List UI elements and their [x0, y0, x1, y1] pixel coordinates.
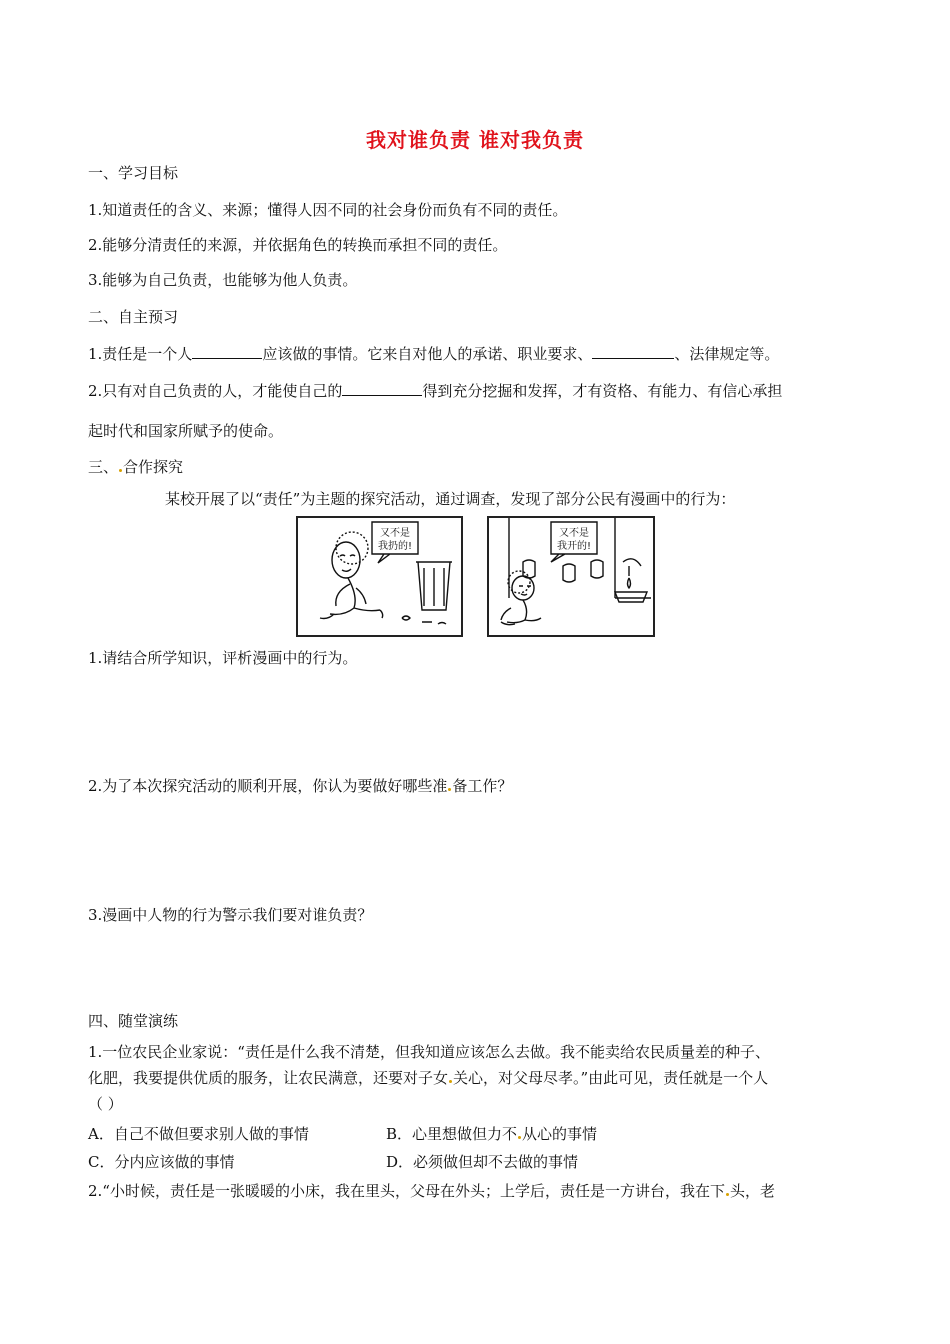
- inquiry-intro: 某校开展了以“责任”为主题的探究活动，通过调查，发现了部分公民有漫画中的行为：: [165, 490, 736, 508]
- emphasis-dot: [119, 469, 122, 472]
- section-3-heading-text: 合作探究: [123, 458, 184, 476]
- inquiry-q2-text-a: 2.为了本次探究活动的顺利开展，你认为要做好哪些准: [88, 777, 448, 795]
- fill-blank-2[interactable]: [592, 343, 674, 359]
- comic2-body: [501, 600, 541, 625]
- comic1-body: [320, 578, 383, 619]
- section-1-heading: 一、学习目标: [88, 164, 179, 182]
- practice-q1-line-2: [88, 1068, 768, 1088]
- preview-q1-text-b: 应该做的事情。它来自对他人的承诺、职业要求、: [262, 345, 593, 363]
- comic-panel-faucet: [487, 516, 655, 637]
- practice-q1-text-a: 化肥，我要提供优质的服务，让农民满意，还要对子女: [88, 1069, 449, 1087]
- comic-faucet-drawing: [489, 518, 653, 635]
- option-d[interactable]: D．必须做但却不去做的事情: [386, 1153, 579, 1171]
- preview-q1-text-c: 、法律规定等。: [674, 345, 780, 363]
- comic2-faucet: [623, 559, 641, 588]
- section-3-heading-num: 三、: [88, 458, 119, 476]
- comic-panel-litter: [296, 516, 463, 637]
- emphasis-dot: [448, 788, 451, 791]
- comic2-bubble-line-2: 我开的!: [556, 541, 592, 552]
- objective-1: 1.知道责任的含义、来源；懂得人因不同的社会身份而负有不同的责任。: [88, 201, 568, 219]
- comic2-urinals: [523, 560, 603, 582]
- preview-question-1: [88, 343, 779, 364]
- emphasis-dot: [726, 1193, 729, 1196]
- option-c[interactable]: C．分内应该做的事情: [88, 1153, 235, 1171]
- preview-question-2: [88, 380, 782, 401]
- option-b[interactable]: [386, 1124, 597, 1144]
- section-2-heading: 二、自主预习: [88, 308, 179, 326]
- comic2-bubble-line-1: 又不是: [559, 528, 589, 539]
- title-part-1: 我对谁负责: [366, 128, 472, 152]
- emphasis-dot: [449, 1080, 452, 1083]
- comic2-head: [512, 576, 534, 600]
- practice-q2-text-b: 头，老: [729, 1182, 775, 1200]
- preview-q1-text-a: 1.责任是一个人: [88, 345, 193, 363]
- page-title: [0, 124, 950, 153]
- practice-q2-text-a: 2.“小时候，责任是一张暖暖的小床，我在里头，父母在外头；上学后，责任是一方讲台，我在下: [88, 1182, 725, 1200]
- inquiry-q2-text-b: 备工作？: [452, 777, 513, 795]
- option-b-text-a: B．心里想做但力不: [386, 1125, 518, 1143]
- title-part-2: 谁对我负责: [478, 128, 584, 152]
- comic1-trash-can: [416, 562, 452, 610]
- preview-q2-text-a: 2.只有对自己负责的人，才能使自己的: [88, 382, 343, 400]
- comic1-hair: [336, 532, 368, 564]
- objective-3: 3.能够为自己负责，也能够为他人负责。: [88, 271, 358, 289]
- comic1-litter: [402, 616, 446, 624]
- section-3-heading: [88, 457, 183, 477]
- inquiry-question-3: 3.漫画中人物的行为警示我们要对谁负责？: [88, 906, 373, 924]
- emphasis-dot: [518, 1136, 521, 1139]
- comic-litter-drawing: [298, 518, 461, 635]
- preview-q2-text-b: 得到充分挖掘和发挥，才有资格、有能力、有信心承担: [422, 382, 783, 400]
- practice-question-2: [88, 1181, 775, 1201]
- preview-question-2-cont: 起时代和国家所赋予的使命。: [88, 422, 284, 440]
- option-b-text-b: 从心的事情: [522, 1125, 598, 1143]
- practice-q1-text-b: 关心，对父母尽孝。”由此可见，责任就是一个人: [453, 1069, 769, 1087]
- comic1-arm: [336, 584, 366, 606]
- inquiry-question-2: [88, 776, 512, 796]
- fill-blank-3[interactable]: [342, 380, 422, 396]
- comic1-bubble-line-2: 我扔的!: [377, 541, 413, 552]
- comic2-hair: [508, 571, 530, 593]
- inquiry-question-1: 1.请结合所学知识，评析漫画中的行为。: [88, 649, 358, 667]
- comic2-sink: [615, 592, 647, 602]
- practice-q1-line-1: 1.一位农民企业家说：“责任是什么我不清楚，但我知道应该怎么去做。我不能卖给农民质量差的种子、: [88, 1043, 770, 1061]
- fill-blank-1[interactable]: [192, 343, 262, 359]
- option-a[interactable]: A．自己不做但要求别人做的事情: [88, 1125, 309, 1143]
- comic1-head: [332, 542, 360, 578]
- answer-paren[interactable]: （ ）: [88, 1095, 123, 1113]
- objective-2: 2.能够分清责任的来源，并依据角色的转换而承担不同的责任。: [88, 236, 508, 254]
- comic1-bubble-line-1: 又不是: [380, 528, 410, 539]
- section-4-heading: 四、随堂演练: [88, 1012, 179, 1030]
